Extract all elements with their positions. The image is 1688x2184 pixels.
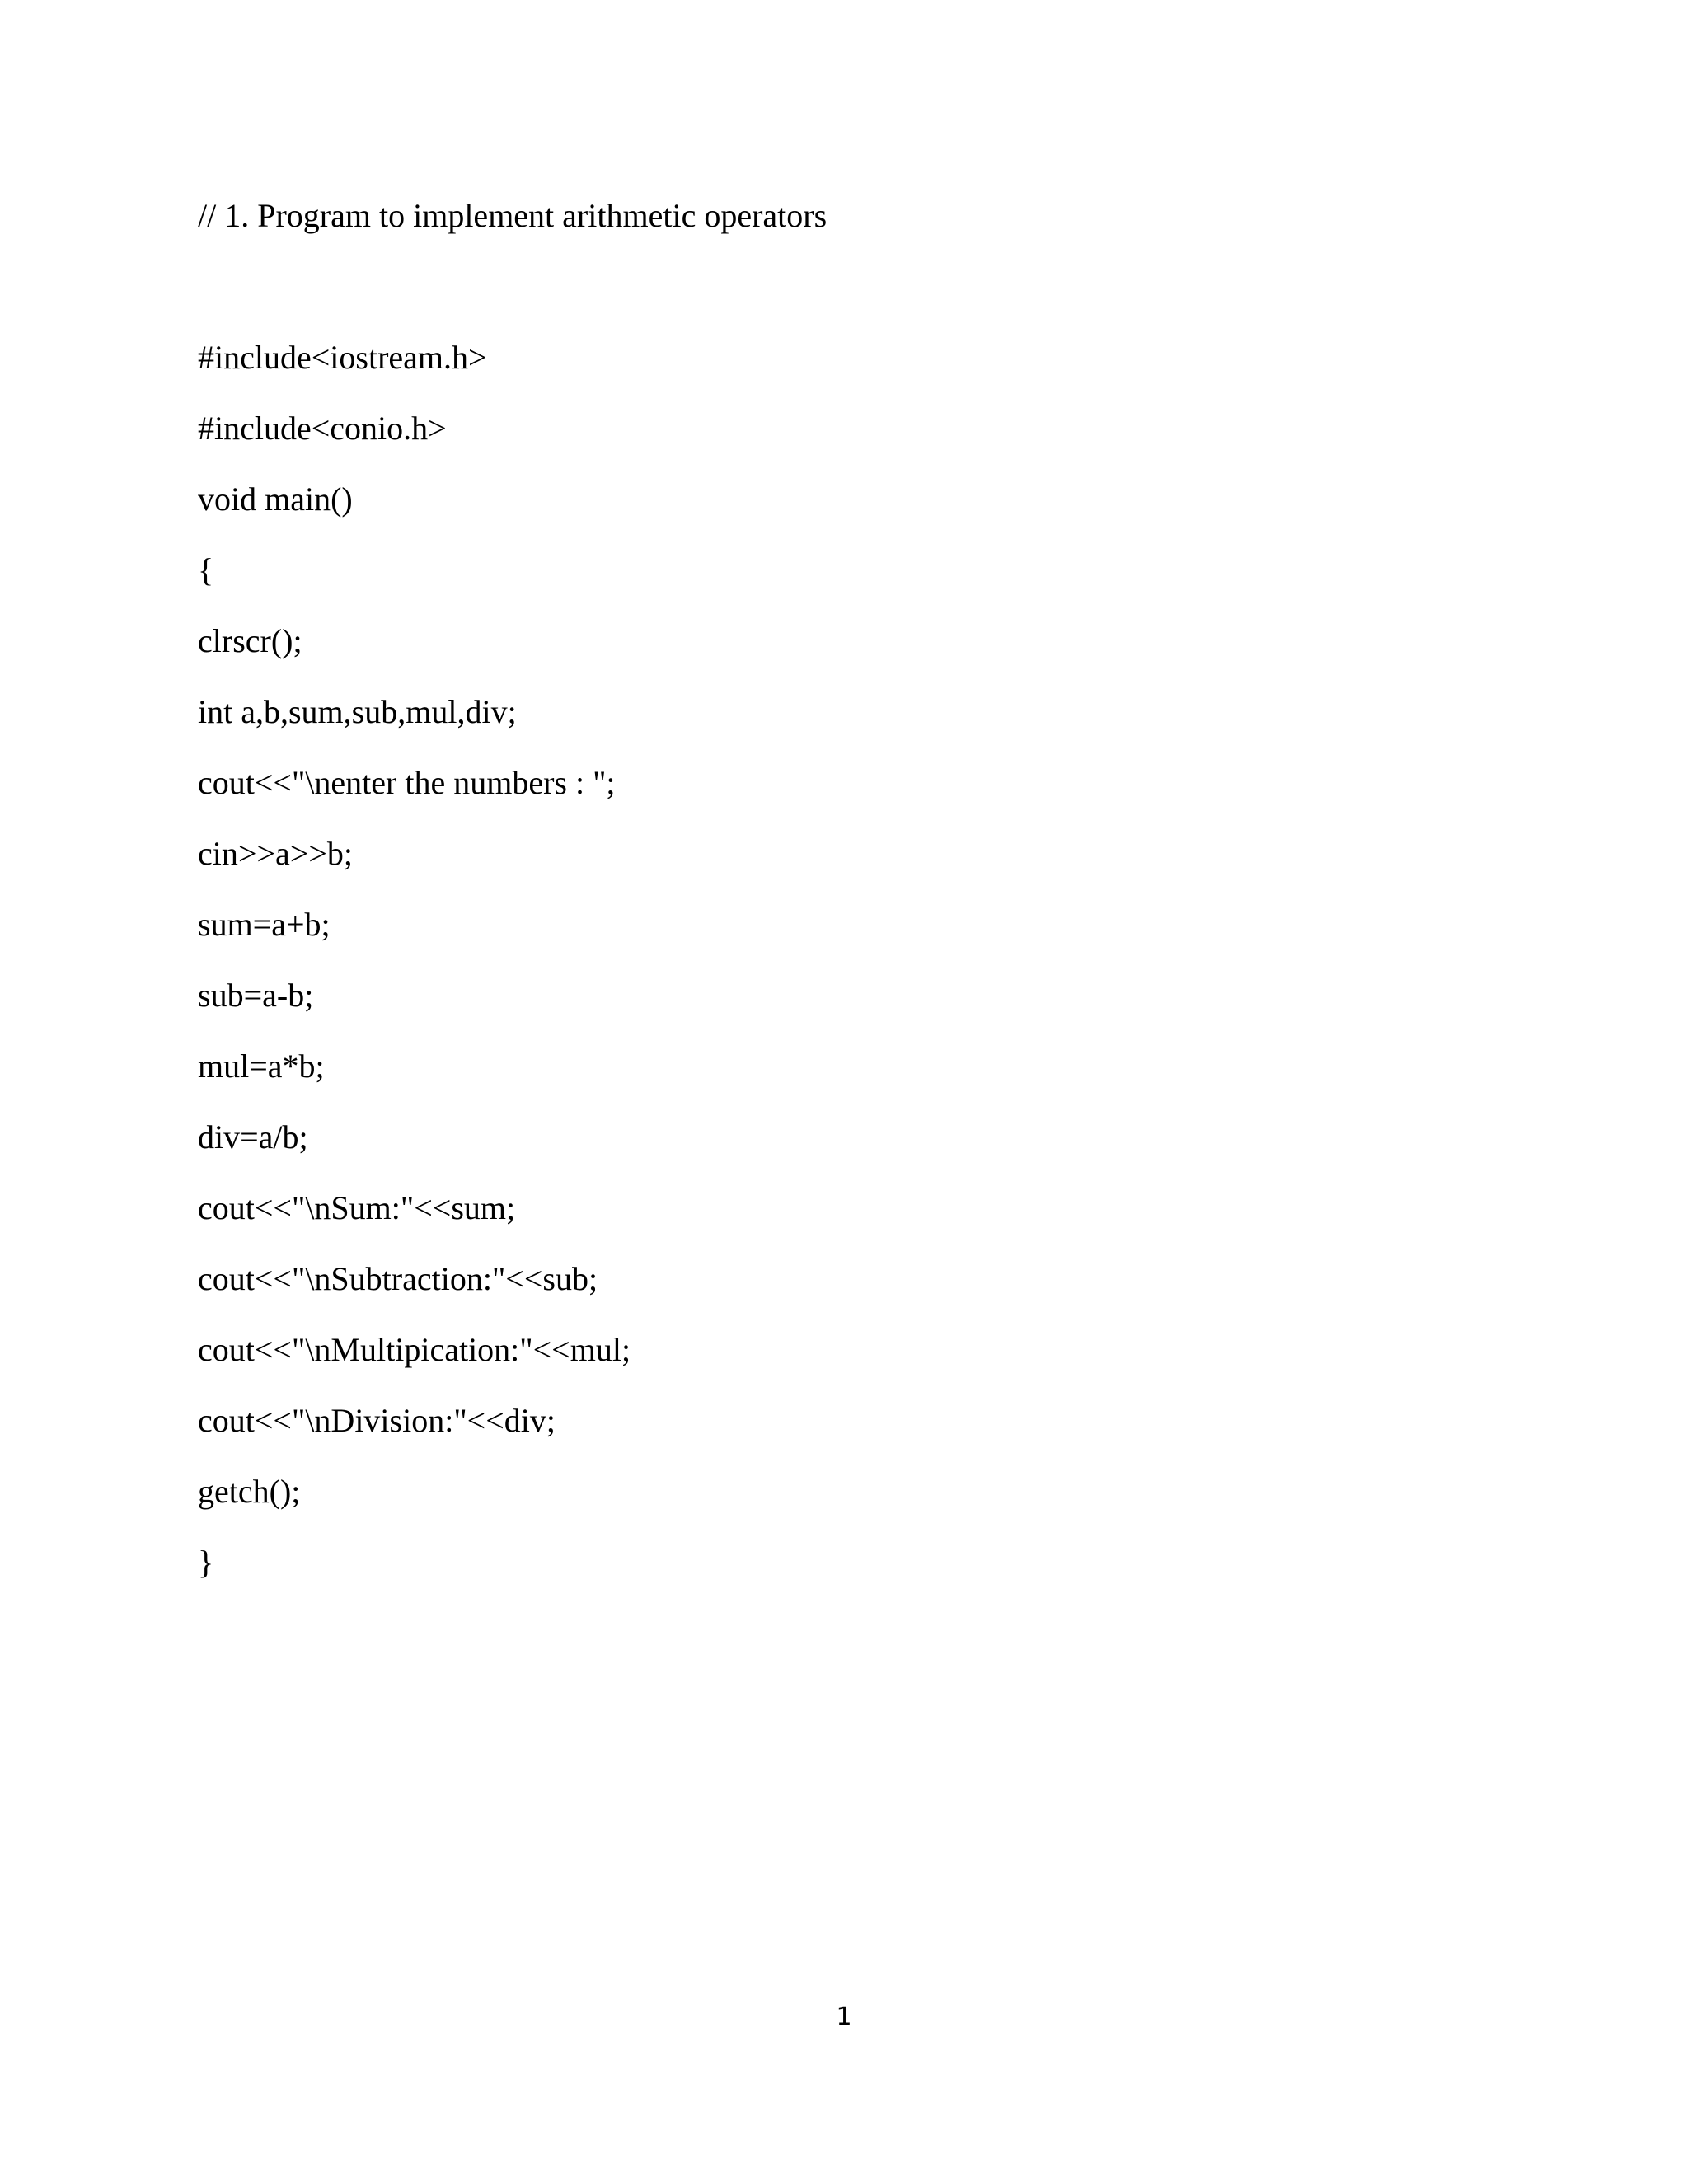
code-line: cin>>a>>b; bbox=[198, 835, 353, 872]
program-heading: // 1. Program to implement arithmetic operators bbox=[198, 197, 828, 234]
code-line: } bbox=[198, 1544, 214, 1581]
page-number: 1 bbox=[836, 2003, 852, 2032]
code-line: #include<iostream.h> bbox=[198, 339, 487, 376]
code-line: #include<conio.h> bbox=[198, 410, 447, 447]
code-line: cout<<"\nSubtraction:"<<sub; bbox=[198, 1260, 598, 1297]
code-line: div=a/b; bbox=[198, 1118, 308, 1155]
code-line: getch(); bbox=[198, 1473, 301, 1510]
code-line: sub=a-b; bbox=[198, 977, 314, 1014]
code-line: sum=a+b; bbox=[198, 906, 331, 943]
code-line: cout<<"\nSum:"<<sum; bbox=[198, 1189, 516, 1226]
code-line: { bbox=[198, 551, 214, 588]
code-line: cout<<"\nDivision:"<<div; bbox=[198, 1402, 556, 1439]
code-line: cout<<"\nenter the numbers : "; bbox=[198, 764, 616, 801]
code-line: int a,b,sum,sub,mul,div; bbox=[198, 693, 517, 730]
code-line: void main() bbox=[198, 480, 353, 518]
code-line: clrscr(); bbox=[198, 622, 302, 659]
code-line: mul=a*b; bbox=[198, 1047, 325, 1085]
code-line: cout<<"\nMultipication:"<<mul; bbox=[198, 1331, 631, 1368]
